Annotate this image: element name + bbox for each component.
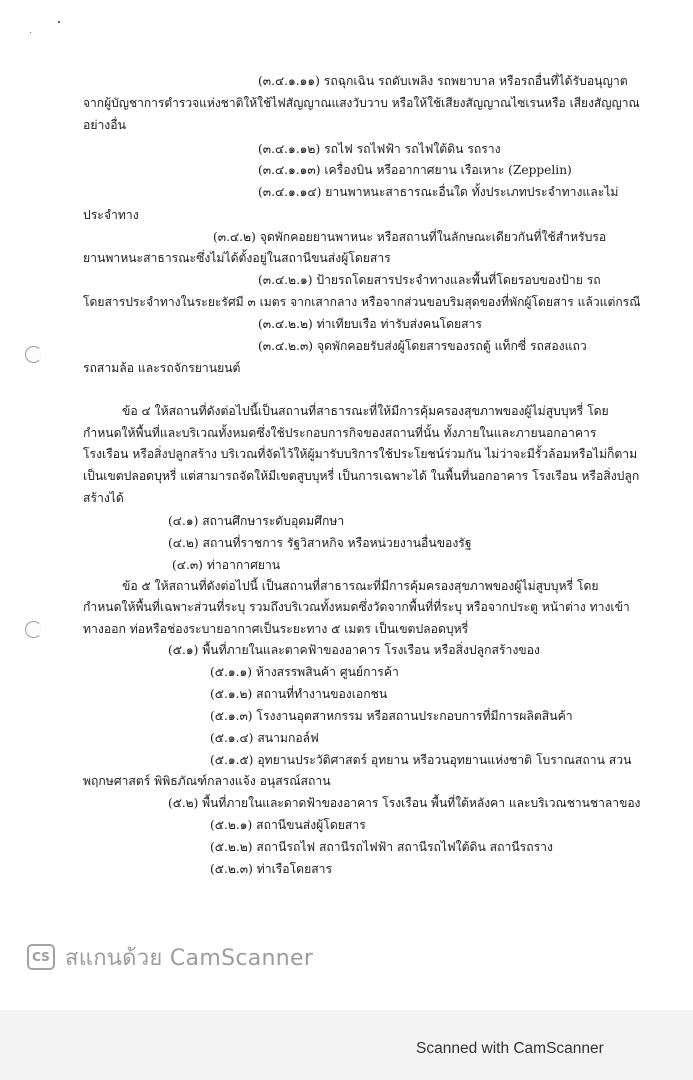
text-line: กำหนดให้พื้นที่และบริเวณทั้งหมดซึ่งใช้ประกอบการกิจของสถานที่นั้น ทั้งภายในและภายนอกอาคาร (83, 426, 597, 440)
text-line: (๔.๑) สถานศึกษาระดับอุดมศึกษา (168, 514, 345, 528)
text-line: (๓.๔.๑.๑๔) ยานพาหนะสาธารณะอื่นใด ทั้งประเภทประจำทางและไม่ (258, 185, 619, 199)
text-line: (๕.๑.๕) อุทยานประวัติศาสตร์ อุทยาน หรือวนอุทยานแห่งชาติ โบราณสถาน สวน (210, 753, 632, 767)
scanned-with-footer: Scanned with CamScanner (416, 1040, 604, 1057)
text-line: (๕.๑.๒) สถานที่ทำงานของเอกชน (210, 687, 388, 701)
text-line: รถสามล้อ และรถจักรยานยนต์ (83, 361, 241, 375)
text-line: (๔.๓) ท่าอากาศยาน (172, 558, 281, 572)
punch-hole-bottom (25, 621, 42, 638)
text-line: (๕.๑.๔) สนามกอล์ฟ (210, 731, 319, 745)
text-line: ยานพาหนะสาธารณะซึ่งไม่ได้ตั้งอยู่ในสถานีขนส่งผู้โดยสาร (83, 251, 391, 265)
scan-speck (58, 21, 60, 23)
text-line: (๔.๒) สถานที่ราชการ รัฐวิสาหกิจ หรือหน่วยงานอื่นของรัฐ (168, 536, 472, 550)
camscanner-logo-icon: CS (27, 944, 55, 970)
text-line: (๕.๒.๒) สถานีรถไฟ สถานีรถไฟฟ้า สถานีรถไฟใต้ดิน สถานีรถราง (210, 840, 553, 854)
text-line: (๓.๔.๒.๒) ท่าเทียบเรือ ท่ารับส่งคนโดยสาร (258, 317, 482, 331)
text-line: กำหนดให้พื้นที่เฉพาะส่วนที่ระบุ รวมถึงบริเวณทั้งหมดซึ่งวัดจากพื้นที่ที่ระบุ หรือจากประตู หน้าต่าง ทางเข้า (83, 600, 630, 614)
text-line: พฤกษศาสตร์ พิพิธภัณฑ์กลางแจ้ง อนุสรณ์สถาน (83, 774, 331, 788)
scan-speck (30, 32, 31, 33)
watermark-text: สแกนด้วย CamScanner (65, 945, 314, 971)
text-line: เป็นเขตปลอดบุหรี่ แต่สามารถจัดให้มีเขตสูบบุหรี่ เป็นการเฉพาะได้ ในพื้นที่นอกอาคาร โรงเรือน หรือสิ่งปลูก (83, 469, 640, 483)
text-line: ข้อ ๕ ให้สถานที่ดังต่อไปนี้ เป็นสถานที่สาธารณะที่มีการคุ้มครองสุขภาพของผู้ไม่สูบบุหรี่ โดย (122, 579, 599, 593)
text-line: (๕.๒.๓) ท่าเรือโดยสาร (210, 862, 333, 876)
punch-hole-top (25, 346, 42, 363)
text-line: (๓.๔.๑.๑๑) รถฉุกเฉิน รถดับเพลิง รถพยาบาล หรือรถอื่นที่ได้รับอนุญาต (258, 74, 628, 88)
text-line: จากผู้บัญชาการตำรวจแห่งชาติให้ใช้ไฟสัญญาณแสงวับวาบ หรือให้ใช้เสียงสัญญาณไซเรนหรือ เสียงสัญญาณ (83, 96, 640, 110)
text-line: (๕.๒.๑) สถานีขนส่งผู้โดยสาร (210, 818, 366, 832)
text-line: โรงเรือน หรือสิ่งปลูกสร้าง บริเวณที่จัดไว้ให้ผู้มารับบริการใช้ประโยชน์ร่วมกัน ไม่ว่าจะมีรั้วล้อมหรือไม่ก็ตาม (83, 447, 638, 461)
camscanner-watermark (27, 942, 313, 972)
text-line: สร้างได้ (83, 491, 124, 505)
text-line: (๕.๒) พื้นที่ภายในและดาดฟ้าของอาคาร โรงเรือน พื้นที่ใต้หลังคา และบริเวณชานชาลาของ (168, 796, 641, 810)
text-line: (๓.๔.๒.๑) ป้ายรถโดยสารประจำทางและพื้นที่โดยรอบของป้าย รถ (258, 273, 601, 287)
text-line: (๕.๑.๑) ห้างสรรพสินค้า ศูนย์การค้า (210, 665, 399, 679)
text-line: (๓.๔.๑.๑๓) เครื่องบิน หรืออากาศยาน เรือเหาะ (Zeppelin) (258, 163, 572, 177)
text-line: (๕.๑) พื้นที่ภายในและตาคฟ้าของอาคาร โรงเรือน หรือสิ่งปลูกสร้างของ (168, 643, 540, 657)
text-line: ทางออก ท่อหรือช่องระบายอากาศเป็นระยะทาง ๕ เมตร เป็นเขตปลอดบุหรี่ (83, 622, 469, 636)
text-line: ประจำทาง (83, 208, 139, 222)
text-line: (๓.๔.๒.๓) จุดพักคอยรับส่งผู้โดยสารของรถตู้ แท็กซี่ รถสองแถว (258, 339, 587, 353)
text-line: ข้อ ๔ ให้สถานที่ดังต่อไปนี้เป็นสถานที่สาธารณะที่ให้มีการคุ้มครองสุขภาพของผู้ไม่สูบบุหรี่ โดย (122, 404, 609, 418)
text-line: (๓.๔.๒) จุดพักคอยยานพาหนะ หรือสถานที่ในลักษณะเดียวกันที่ใช้สำหรับรอ (213, 230, 607, 244)
text-line: (๓.๔.๑.๑๒) รถไฟ รถไฟฟ้า รถไฟใต้ดิน รถราง (258, 142, 501, 156)
text-line: โดยสารประจำทางในระยะรัศมี ๓ เมตร จากเสากลาง หรือจากส่วนขอบริมสุดของที่พักผู้โดยสาร แล้วแต่กรณี (83, 295, 641, 309)
text-line: อย่างอื่น (83, 118, 126, 132)
text-line: (๕.๑.๓) โรงงานอุตสาหกรรม หรือสถานประกอบการที่มีการผลิตสินค้า (210, 709, 573, 723)
